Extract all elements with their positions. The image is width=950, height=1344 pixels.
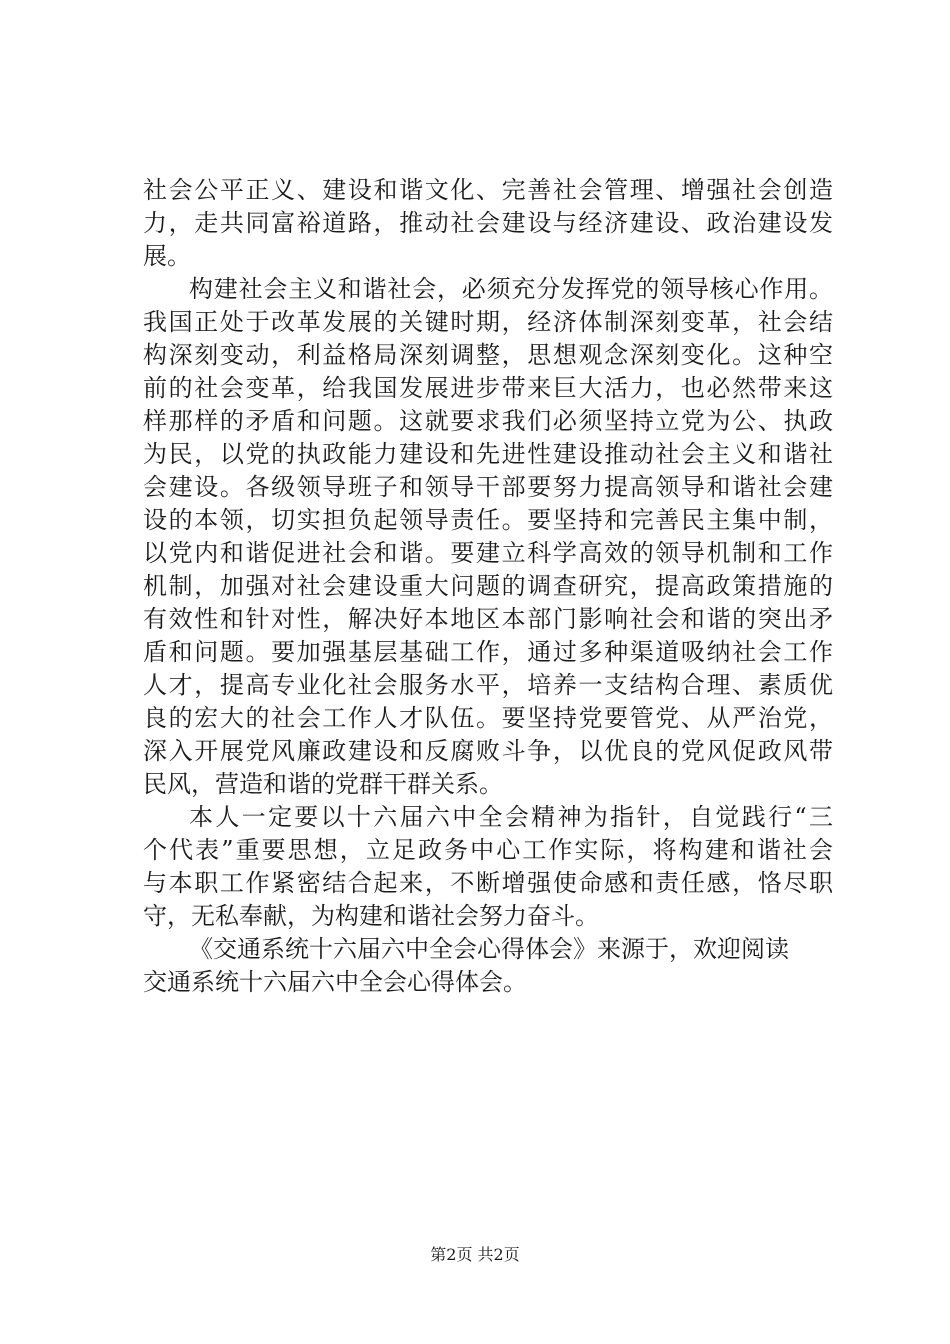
document-body [143, 174, 833, 999]
text-line: 前的社会变革，给我国发展进步带来巨大活力，也必然带来这 [143, 374, 833, 402]
text-line: 与本职工作紧密结合起来，不断增强使命感和责任感，恪尽职 [143, 869, 833, 897]
paragraph-first-line: 构建社会主义和谐社会，必须充分发挥党的领导核心作用。 [189, 275, 833, 303]
text-line: 良的宏大的社会工作人才队伍。要坚持党要管党、从严治党， [143, 704, 833, 732]
text-line: 深入开展党风廉政建设和反腐败斗争，以优良的党风促政风带 [143, 737, 833, 765]
text-line: 以党内和谐促进社会和谐。要建立科学高效的领导机制和工作 [143, 539, 833, 567]
text-line: 交通系统十六届六中全会心得体会。 [143, 968, 527, 996]
text-line: 我国正处于改革发展的关键时期，经济体制深刻变革，社会结 [143, 308, 833, 336]
page-footer [0, 1245, 950, 1265]
text-line: 会建设。各级领导班子和领导干部要努力提高领导和谐社会建 [143, 473, 833, 501]
paragraph-first-line: 《交通系统十六届六中全会心得体会》来源于，欢迎阅读 [189, 935, 789, 963]
text-line: 人才，提高专业化社会服务水平，培养一支结构合理、素质优 [143, 671, 833, 699]
text-line: 民风，营造和谐的党群干群关系。 [143, 770, 503, 798]
text-line: 社会公平正义、建设和谐文化、完善社会管理、增强社会创造 [143, 176, 833, 204]
text-line: 守，无私奉献，为构建和谐社会努力奋斗。 [143, 902, 599, 930]
paragraph-first-line: 本人一定要以十六届六中全会精神为指针，自觉践行“三 [189, 803, 833, 831]
text-line: 为民，以党的执政能力建设和先进性建设推动社会主义和谐社 [143, 440, 833, 468]
text-line: 构深刻变动，利益格局深刻调整，思想观念深刻变化。这种空 [143, 341, 833, 369]
text-line: 力，走共同富裕道路，推动社会建设与经济建设、政治建设发 [143, 209, 833, 237]
text-line: 个代表”重要思想，立足政务中心工作实际，将构建和谐社会 [143, 836, 833, 864]
text-line: 盾和问题。要加强基层基础工作，通过多种渠道吸纳社会工作 [143, 638, 833, 666]
text-line: 有效性和针对性，解决好本地区本部门影响社会和谐的突出矛 [143, 605, 833, 633]
text-line: 样那样的矛盾和问题。这就要求我们必须坚持立党为公、执政 [143, 407, 833, 435]
text-line: 展。 [143, 242, 191, 270]
text-line: 设的本领，切实担负起领导责任。要坚持和完善民主集中制， [143, 506, 833, 534]
text-line: 机制，加强对社会建设重大问题的调查研究，提高政策措施的 [143, 572, 833, 600]
page-number: 第2页 共2页 [430, 1245, 520, 1264]
